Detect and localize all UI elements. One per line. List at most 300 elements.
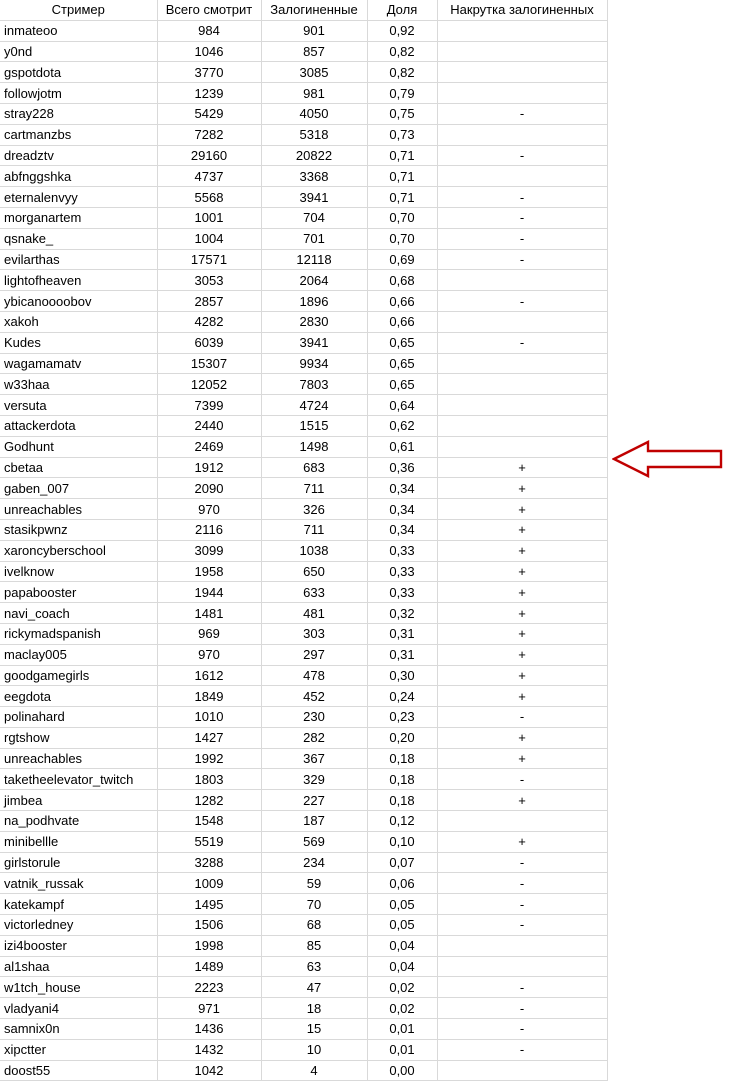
table-row [0,270,607,291]
table-row [0,20,607,41]
cell-logged-in: 1498 [261,436,367,457]
cell-logged-in: 3941 [261,332,367,353]
cell-share: 0,31 [367,644,437,665]
cell-streamer: xakoh [0,311,157,332]
cell-streamer: gspotdota [0,62,157,83]
table-row [0,311,607,332]
cell-total-viewers: 1042 [157,1060,261,1081]
cell-logged-in: 4 [261,1060,367,1081]
cell-total-viewers: 5519 [157,831,261,852]
cell-cheat-flag [437,83,607,104]
cell-streamer: attackerdota [0,415,157,436]
cell-share: 0,82 [367,62,437,83]
cell-streamer: dreadztv [0,145,157,166]
cell-total-viewers: 1612 [157,665,261,686]
cell-total-viewers: 984 [157,20,261,41]
cell-logged-in: 701 [261,228,367,249]
cell-cheat-flag: - [437,977,607,998]
cell-share: 0,92 [367,20,437,41]
cell-total-viewers: 5429 [157,103,261,124]
cell-share: 0,20 [367,727,437,748]
cell-logged-in: 481 [261,603,367,624]
cell-cheat-flag: + [437,644,607,665]
header-row [0,0,607,20]
cell-logged-in: 857 [261,41,367,62]
cell-logged-in: 4724 [261,395,367,416]
table-row [0,644,607,665]
cell-total-viewers: 1239 [157,83,261,104]
cell-cheat-flag: - [437,103,607,124]
table-row [0,956,607,977]
cell-logged-in: 633 [261,582,367,603]
cell-logged-in: 10 [261,1039,367,1060]
cell-total-viewers: 1992 [157,748,261,769]
cell-total-viewers: 1481 [157,603,261,624]
table-row [0,540,607,561]
table-row [0,998,607,1019]
cell-share: 0,71 [367,145,437,166]
cell-total-viewers: 1010 [157,707,261,728]
cell-share: 0,05 [367,894,437,915]
cell-total-viewers: 17571 [157,249,261,270]
cell-share: 0,33 [367,561,437,582]
cell-streamer: samnix0n [0,1019,157,1040]
cell-total-viewers: 1998 [157,935,261,956]
cell-share: 0,71 [367,187,437,208]
cell-logged-in: 63 [261,956,367,977]
table-row [0,915,607,936]
table-row [0,332,607,353]
table-row [0,665,607,686]
table-row [0,124,607,145]
cell-logged-in: 569 [261,831,367,852]
cell-share: 0,32 [367,603,437,624]
cell-cheat-flag: - [437,187,607,208]
table-row [0,727,607,748]
cell-streamer: eegdota [0,686,157,707]
cell-streamer: evilarthas [0,249,157,270]
cell-total-viewers: 7282 [157,124,261,145]
table-row [0,769,607,790]
cell-share: 0,04 [367,956,437,977]
table-row [0,852,607,873]
cell-share: 0,33 [367,540,437,561]
cell-share: 0,30 [367,665,437,686]
table-row [0,207,607,228]
cell-cheat-flag: + [437,831,607,852]
cell-total-viewers: 1849 [157,686,261,707]
table-row [0,561,607,582]
cell-share: 0,33 [367,582,437,603]
header-total-viewers: Всего смотрит [157,0,261,20]
cell-logged-in: 1038 [261,540,367,561]
table-row [0,478,607,499]
cell-logged-in: 12118 [261,249,367,270]
table-row [0,166,607,187]
cell-logged-in: 5318 [261,124,367,145]
cell-logged-in: 367 [261,748,367,769]
table-row [0,395,607,416]
cell-share: 0,61 [367,436,437,457]
cell-share: 0,66 [367,291,437,312]
cell-streamer: jimbea [0,790,157,811]
table-row [0,415,607,436]
table-row [0,603,607,624]
cell-total-viewers: 3288 [157,852,261,873]
cell-total-viewers: 5568 [157,187,261,208]
cell-share: 0,73 [367,124,437,145]
cell-streamer: lightofheaven [0,270,157,291]
cell-total-viewers: 1046 [157,41,261,62]
cell-logged-in: 326 [261,499,367,520]
cell-total-viewers: 1489 [157,956,261,977]
cell-logged-in: 9934 [261,353,367,374]
cell-total-viewers: 1506 [157,915,261,936]
cell-total-viewers: 2223 [157,977,261,998]
table-row [0,83,607,104]
cell-share: 0,65 [367,353,437,374]
cell-streamer: minibellle [0,831,157,852]
cell-logged-in: 704 [261,207,367,228]
cell-share: 0,36 [367,457,437,478]
cell-streamer: cartmanzbs [0,124,157,145]
cell-logged-in: 59 [261,873,367,894]
table-row [0,291,607,312]
table-row [0,1060,607,1081]
cell-streamer: eternalenvyy [0,187,157,208]
cell-share: 0,62 [367,415,437,436]
cell-cheat-flag [437,935,607,956]
cell-cheat-flag [437,956,607,977]
cell-streamer: Godhunt [0,436,157,457]
cell-streamer: stray228 [0,103,157,124]
cell-streamer: followjotm [0,83,157,104]
cell-cheat-flag: + [437,603,607,624]
cell-total-viewers: 1944 [157,582,261,603]
cell-cheat-flag: + [437,478,607,499]
cell-cheat-flag: + [437,727,607,748]
table-row [0,249,607,270]
cell-logged-in: 711 [261,478,367,499]
cell-total-viewers: 970 [157,644,261,665]
cell-total-viewers: 1001 [157,207,261,228]
cell-share: 0,69 [367,249,437,270]
cell-logged-in: 683 [261,457,367,478]
cell-share: 0,18 [367,790,437,811]
table-row [0,41,607,62]
table-row [0,873,607,894]
cell-total-viewers: 12052 [157,374,261,395]
cell-logged-in: 478 [261,665,367,686]
table-row [0,519,607,540]
cell-logged-in: 711 [261,519,367,540]
cell-streamer: xaroncyberschool [0,540,157,561]
cell-cheat-flag: - [437,915,607,936]
header-share: Доля [367,0,437,20]
cell-cheat-flag [437,270,607,291]
cell-total-viewers: 2090 [157,478,261,499]
cell-cheat-flag: + [437,748,607,769]
cell-cheat-flag: + [437,665,607,686]
table-row [0,499,607,520]
table-row [0,894,607,915]
cell-total-viewers: 3099 [157,540,261,561]
cell-logged-in: 650 [261,561,367,582]
table-row [0,187,607,208]
cell-streamer: doost55 [0,1060,157,1081]
cell-cheat-flag [437,415,607,436]
cell-logged-in: 15 [261,1019,367,1040]
cell-cheat-flag: - [437,145,607,166]
cell-total-viewers: 969 [157,623,261,644]
cell-streamer: morganartem [0,207,157,228]
left-arrow-icon [612,440,724,478]
table-row [0,374,607,395]
cell-share: 0,31 [367,623,437,644]
cell-streamer: unreachables [0,748,157,769]
cell-cheat-flag: + [437,457,607,478]
cell-cheat-flag: + [437,686,607,707]
table-row [0,935,607,956]
cell-total-viewers: 1436 [157,1019,261,1040]
cell-cheat-flag: + [437,499,607,520]
cell-streamer: gaben_007 [0,478,157,499]
table-row [0,228,607,249]
cell-streamer: maclay005 [0,644,157,665]
cell-streamer: inmateoo [0,20,157,41]
cell-cheat-flag: - [437,249,607,270]
cell-cheat-flag [437,20,607,41]
cell-total-viewers: 1282 [157,790,261,811]
cell-logged-in: 18 [261,998,367,1019]
cell-cheat-flag [437,124,607,145]
cell-total-viewers: 1009 [157,873,261,894]
cell-logged-in: 297 [261,644,367,665]
cell-share: 0,18 [367,769,437,790]
cell-streamer: Kudes [0,332,157,353]
cell-total-viewers: 2116 [157,519,261,540]
cell-share: 0,65 [367,374,437,395]
cell-total-viewers: 1432 [157,1039,261,1060]
cell-logged-in: 227 [261,790,367,811]
cell-total-viewers: 970 [157,499,261,520]
cell-logged-in: 230 [261,707,367,728]
cell-total-viewers: 3770 [157,62,261,83]
cell-total-viewers: 1958 [157,561,261,582]
cell-cheat-flag [437,166,607,187]
cell-streamer: w33haa [0,374,157,395]
cell-total-viewers: 7399 [157,395,261,416]
cell-streamer: papabooster [0,582,157,603]
cell-share: 0,02 [367,998,437,1019]
cell-cheat-flag: - [437,291,607,312]
cell-share: 0,71 [367,166,437,187]
cell-share: 0,70 [367,228,437,249]
cell-cheat-flag [437,1060,607,1081]
cell-logged-in: 70 [261,894,367,915]
cell-streamer: goodgamegirls [0,665,157,686]
cell-streamer: al1shaa [0,956,157,977]
cell-total-viewers: 1427 [157,727,261,748]
cell-share: 0,18 [367,748,437,769]
cell-cheat-flag [437,436,607,457]
table-row [0,623,607,644]
cell-share: 0,01 [367,1019,437,1040]
cell-cheat-flag: - [437,769,607,790]
cell-logged-in: 452 [261,686,367,707]
cell-total-viewers: 2857 [157,291,261,312]
table-row [0,1039,607,1060]
table-row [0,686,607,707]
cell-cheat-flag [437,311,607,332]
cell-streamer: qsnake_ [0,228,157,249]
cell-cheat-flag: - [437,894,607,915]
cell-share: 0,12 [367,811,437,832]
cell-cheat-flag [437,395,607,416]
table-row [0,582,607,603]
cell-logged-in: 85 [261,935,367,956]
cell-logged-in: 1896 [261,291,367,312]
cell-cheat-flag: + [437,540,607,561]
cell-streamer: y0nd [0,41,157,62]
cell-total-viewers: 15307 [157,353,261,374]
cell-total-viewers: 1548 [157,811,261,832]
cell-streamer: victorledney [0,915,157,936]
cell-streamer: ybicanoooobov [0,291,157,312]
cell-share: 0,34 [367,478,437,499]
cell-streamer: rgtshow [0,727,157,748]
table-row [0,145,607,166]
cell-share: 0,00 [367,1060,437,1081]
cell-logged-in: 2830 [261,311,367,332]
cell-cheat-flag: - [437,228,607,249]
cell-cheat-flag: - [437,998,607,1019]
cell-share: 0,24 [367,686,437,707]
cell-cheat-flag: + [437,582,607,603]
cell-share: 0,04 [367,935,437,956]
cell-logged-in: 901 [261,20,367,41]
cell-logged-in: 1515 [261,415,367,436]
cell-total-viewers: 1803 [157,769,261,790]
cell-total-viewers: 2440 [157,415,261,436]
table-row [0,748,607,769]
cell-streamer: w1tch_house [0,977,157,998]
cell-logged-in: 303 [261,623,367,644]
cell-streamer: polinahard [0,707,157,728]
cell-cheat-flag [437,62,607,83]
cell-cheat-flag [437,374,607,395]
cell-logged-in: 68 [261,915,367,936]
cell-total-viewers: 2469 [157,436,261,457]
cell-share: 0,10 [367,831,437,852]
cell-logged-in: 20822 [261,145,367,166]
table-row [0,811,607,832]
cell-total-viewers: 29160 [157,145,261,166]
cell-cheat-flag: - [437,1019,607,1040]
cell-cheat-flag [437,811,607,832]
cell-share: 0,82 [367,41,437,62]
cell-total-viewers: 971 [157,998,261,1019]
cell-streamer: ivelknow [0,561,157,582]
cell-share: 0,64 [367,395,437,416]
cell-total-viewers: 1912 [157,457,261,478]
cell-share: 0,68 [367,270,437,291]
cell-streamer: versuta [0,395,157,416]
cell-cheat-flag [437,41,607,62]
cell-cheat-flag: - [437,707,607,728]
table-row [0,457,607,478]
cell-streamer: taketheelevator_twitch [0,769,157,790]
table-row [0,831,607,852]
cell-logged-in: 187 [261,811,367,832]
table-row [0,436,607,457]
cell-share: 0,79 [367,83,437,104]
cell-logged-in: 981 [261,83,367,104]
cell-total-viewers: 1495 [157,894,261,915]
cell-cheat-flag: - [437,332,607,353]
cell-streamer: katekampf [0,894,157,915]
cell-cheat-flag: + [437,519,607,540]
cell-cheat-flag: - [437,873,607,894]
cell-share: 0,34 [367,499,437,520]
cell-share: 0,75 [367,103,437,124]
cell-streamer: wagamamatv [0,353,157,374]
cell-cheat-flag: - [437,852,607,873]
cell-total-viewers: 1004 [157,228,261,249]
cell-total-viewers: 3053 [157,270,261,291]
cell-share: 0,01 [367,1039,437,1060]
cell-streamer: navi_coach [0,603,157,624]
cell-logged-in: 47 [261,977,367,998]
cell-streamer: cbetaa [0,457,157,478]
table-row [0,977,607,998]
cell-total-viewers: 4282 [157,311,261,332]
cell-cheat-flag: + [437,561,607,582]
cell-share: 0,66 [367,311,437,332]
cell-streamer: xipctter [0,1039,157,1060]
cell-share: 0,07 [367,852,437,873]
header-streamer: Стример [0,0,157,20]
cell-logged-in: 2064 [261,270,367,291]
header-cheat-flag: Накрутка залогиненных [437,0,607,20]
table-row [0,103,607,124]
cell-share: 0,06 [367,873,437,894]
cell-streamer: abfnggshka [0,166,157,187]
table-row [0,353,607,374]
cell-share: 0,65 [367,332,437,353]
cell-cheat-flag [437,353,607,374]
cell-streamer: vladyani4 [0,998,157,1019]
cell-streamer: rickymadspanish [0,623,157,644]
cell-share: 0,05 [367,915,437,936]
cell-share: 0,23 [367,707,437,728]
cell-share: 0,70 [367,207,437,228]
cell-logged-in: 7803 [261,374,367,395]
table-row [0,62,607,83]
cell-streamer: izi4booster [0,935,157,956]
cell-streamer: na_podhvate [0,811,157,832]
cell-cheat-flag: + [437,790,607,811]
table-row [0,790,607,811]
cell-logged-in: 3085 [261,62,367,83]
cell-cheat-flag: - [437,1039,607,1060]
cell-cheat-flag: - [437,207,607,228]
cell-streamer: vatnik_russak [0,873,157,894]
cell-streamer: unreachables [0,499,157,520]
cell-cheat-flag: + [437,623,607,644]
table-row [0,1019,607,1040]
table-row [0,707,607,728]
